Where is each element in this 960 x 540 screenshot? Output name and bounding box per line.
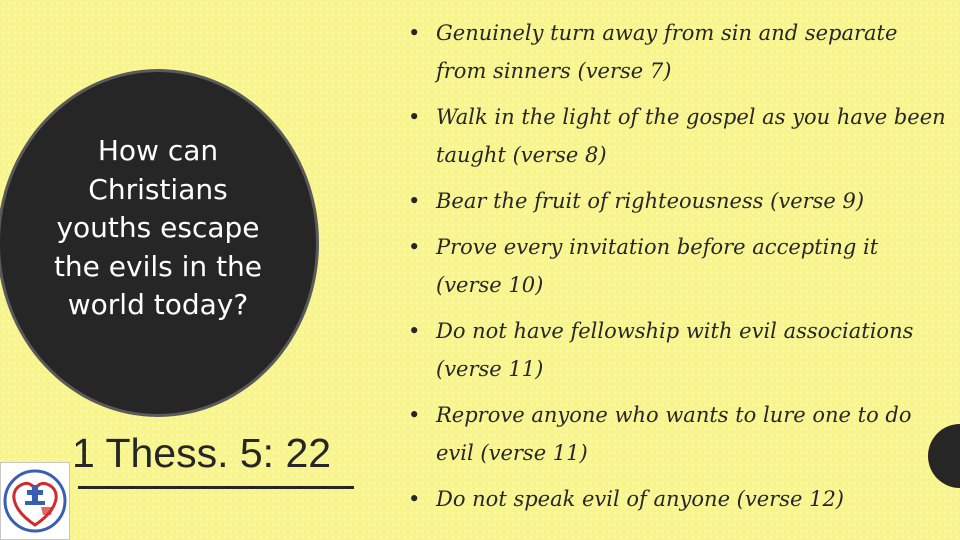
bullet-item: • Bear the fruit of righteousness (verse 9) <box>408 182 948 220</box>
bullet-item: • Reprove anyone who wants to lure one to do evil (verse 11) <box>408 396 948 472</box>
scripture-reference: 1 Thess. 5: 22 <box>72 430 332 476</box>
question-text: How can Christians youths escape the evils in the world today? <box>53 134 263 321</box>
logo-graphic <box>1 463 69 539</box>
church-heart-logo-icon <box>0 462 70 540</box>
bullet-item: • Do not have fellowship with evil associations (verse 11) <box>408 312 948 388</box>
bullet-item: • Do not speak evil of anyone (verse 12) <box>408 480 948 518</box>
bullet-item: • Prove every invitation before accepting it (verse 10) <box>408 228 948 304</box>
bullet-item: • Genuinely turn away from sin and separate from sinners (verse 7) <box>408 14 948 90</box>
action-bullet-list <box>408 14 948 518</box>
bullet-item: • Walk in the light of the gospel as you have been taught (verse 8) <box>408 98 948 174</box>
reference-underline <box>78 486 354 489</box>
